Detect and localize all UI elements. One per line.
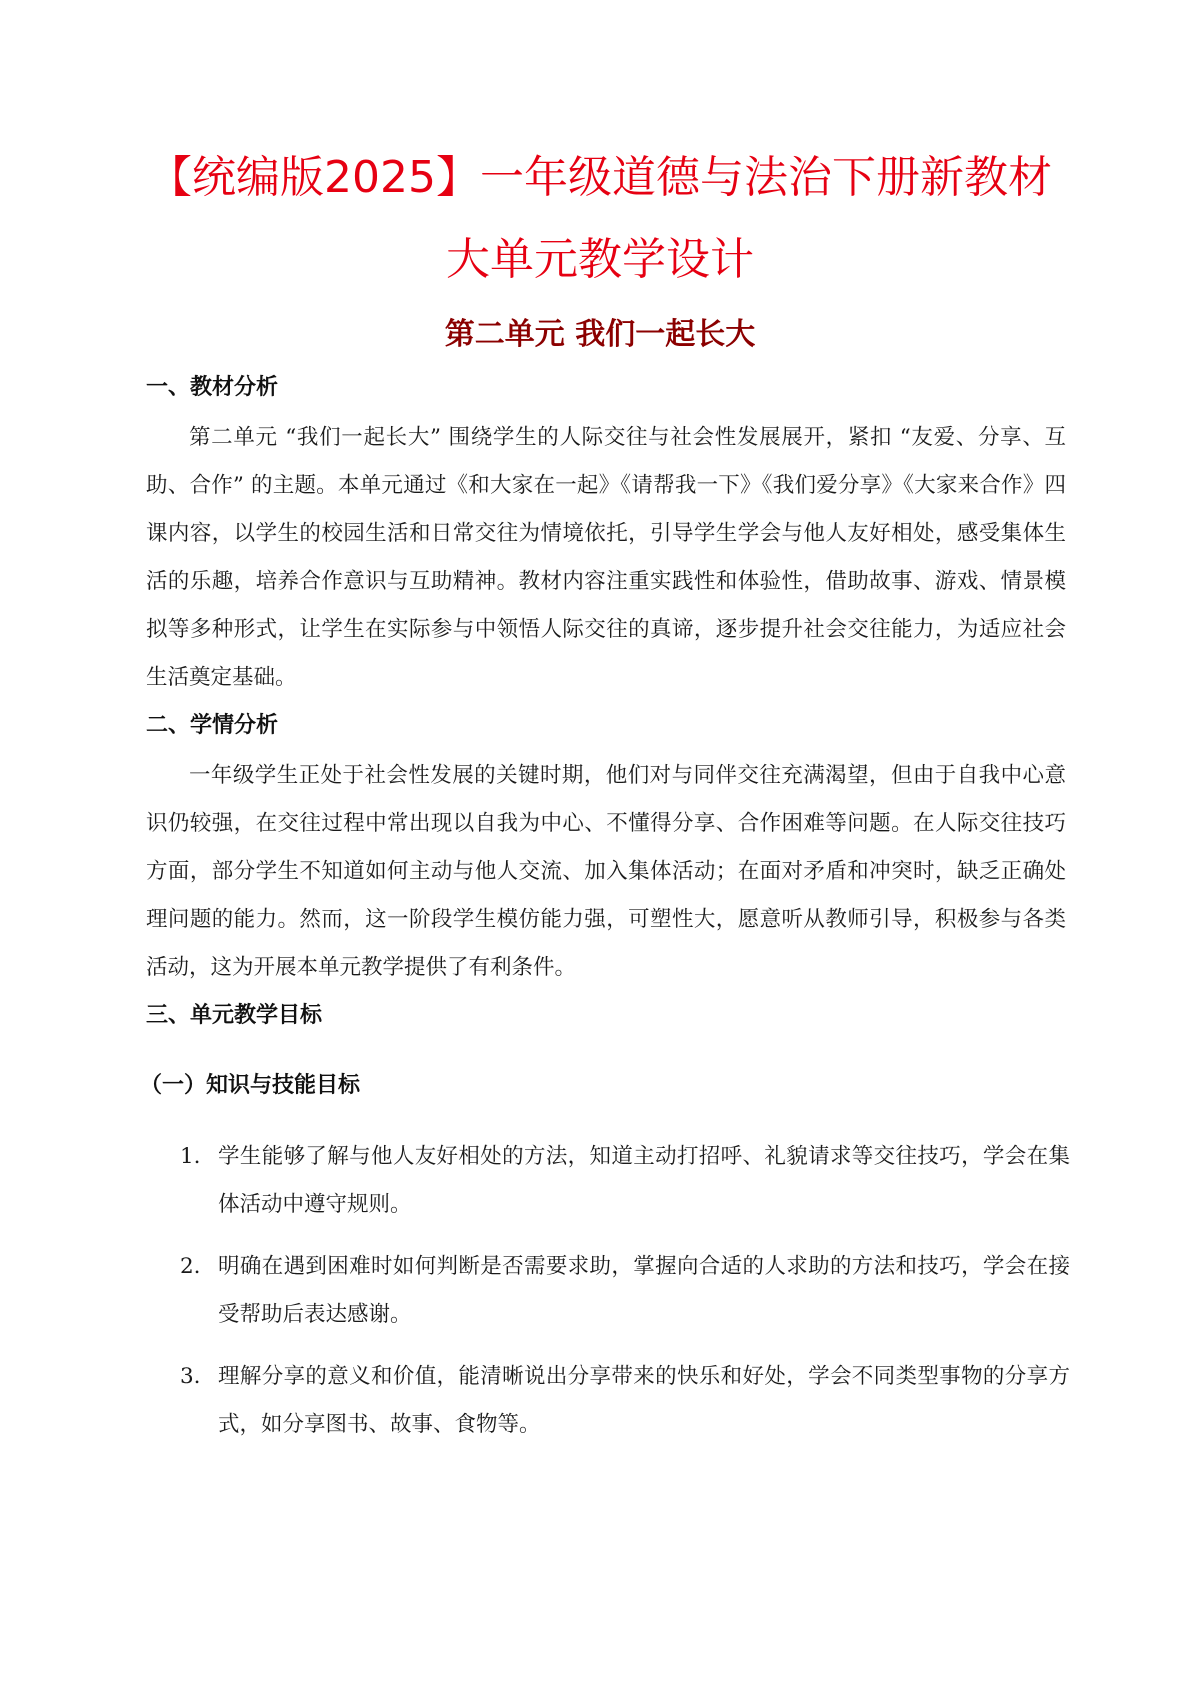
section-heading-student-analysis: 二、学情分析 bbox=[146, 713, 279, 738]
list-item bbox=[180, 1353, 1070, 1449]
section-paragraph-textbook-analysis: 第二单元 “我们一起长大” 围绕学生的人际交往与社会性发展展开，紧扣 “友爱、分享、互助、合作” 的主题。本单元通过《和大家在一起》《请帮我一下》《我们爱分享》《大家来合作》四课内容，以学生的校园生活和日常交往为情境依托，引导学生学会与他人友好相处，感受集体生活的乐趣，培养合作意识与互助精神。教材内容注重实践性和体验性，借助故事、游戏、情景模拟等多种形式，让学生在实际参与中领悟人际交往的真谛，逐步提升社会交往能力，为适应社会生活奠定基础。 bbox=[146, 425, 1066, 690]
document-title-line2: 大单元教学设计 bbox=[446, 234, 754, 285]
list-item-text: 理解分享的意义和价值，能清晰说出分享带来的快乐和好处，学会不同类型事物的分享方式，如分享图书、故事、食物等。 bbox=[218, 1364, 1070, 1437]
list-item bbox=[180, 1133, 1070, 1229]
document-title-line1: 【统编版2025】一年级道德与法治下册新教材 bbox=[148, 152, 1052, 203]
list-item-number: 1. bbox=[180, 1144, 201, 1169]
unit-subtitle: 第二单元 我们一起长大 bbox=[444, 317, 756, 352]
goals-list bbox=[180, 1133, 1070, 1463]
list-item bbox=[180, 1243, 1070, 1339]
list-item-number: 3. bbox=[180, 1364, 201, 1389]
subsection-heading-knowledge-skills: （一）知识与技能目标 bbox=[140, 1073, 361, 1098]
list-item-text: 学生能够了解与他人友好相处的方法，知道主动打招呼、礼貌请求等交往技巧，学会在集体活动中遵守规则。 bbox=[218, 1144, 1070, 1217]
list-item-number: 2. bbox=[180, 1254, 201, 1279]
section-paragraph-student-analysis: 一年级学生正处于社会性发展的关键时期，他们对与同伴交往充满渴望，但由于自我中心意识仍较强，在交往过程中常出现以自我为中心、不懂得分享、合作困难等问题。在人际交往技巧方面，部分学生不知道如何主动与他人交流、加入集体活动；在面对矛盾和冲突时，缺乏正确处理问题的能力。然而，这一阶段学生模仿能力强，可塑性大，愿意听从教师引导，积极参与各类活动，这为开展本单元教学提供了有利条件。 bbox=[146, 763, 1066, 980]
section-heading-textbook-analysis: 一、教材分析 bbox=[146, 375, 279, 400]
section-heading-unit-goals: 三、单元教学目标 bbox=[146, 1003, 323, 1028]
list-item-text: 明确在遇到困难时如何判断是否需要求助，掌握向合适的人求助的方法和技巧，学会在接受帮助后表达感谢。 bbox=[218, 1254, 1070, 1327]
